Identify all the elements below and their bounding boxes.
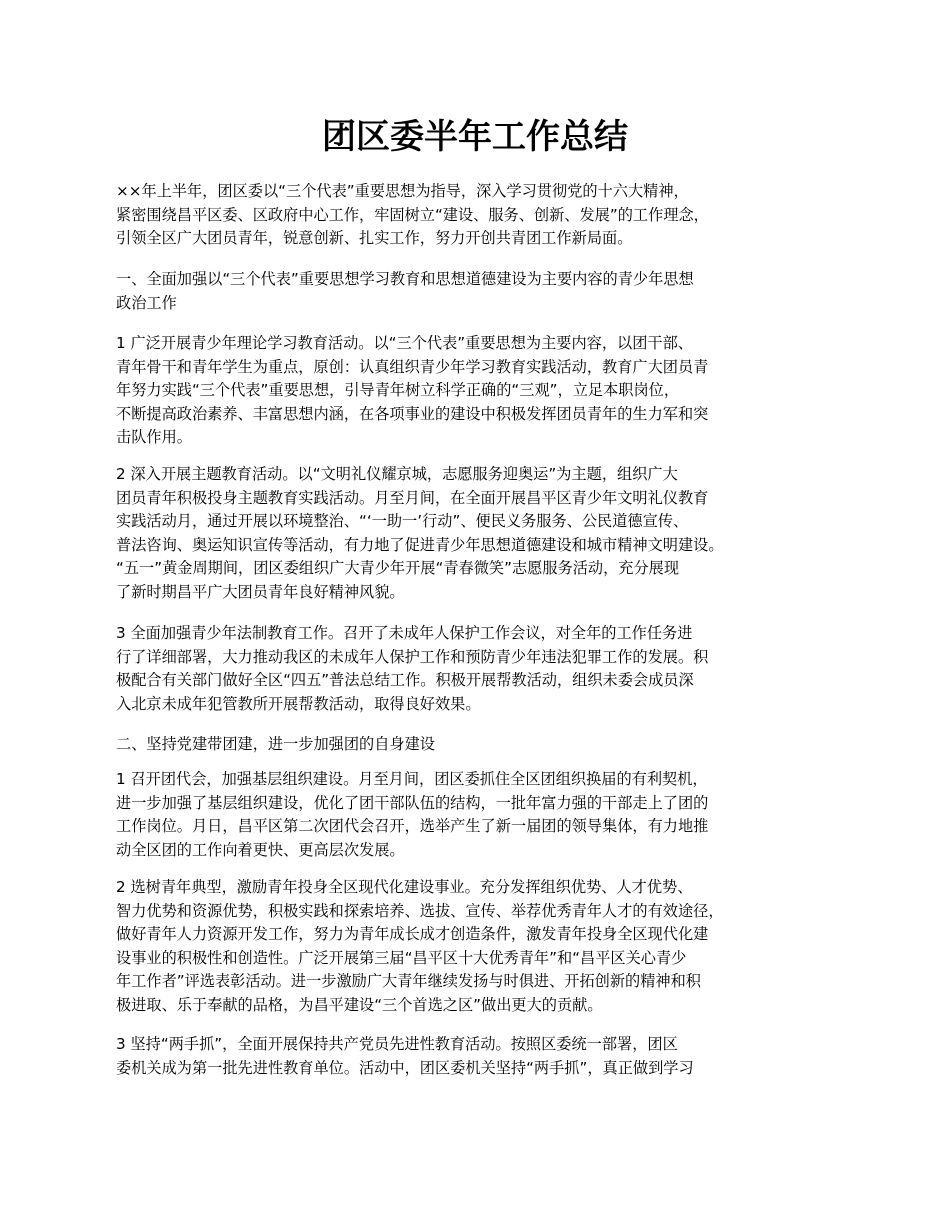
text-line: 1 广泛开展青少年理论学习教育活动。以“三个代表”重要思想为主要内容，以团干部、: [116, 334, 693, 352]
text-line: 二、坚持党建带团建，进一步加强团的自身建设: [116, 735, 435, 753]
text-line: 普法咨询、奥运知识宣传等活动，有力地了促进青少年思想道德建设和城市精神文明建设。: [116, 535, 724, 554]
text-line: 引领全区广大团员青年，锐意创新、扎实工作，努力开创共青团工作新局面。: [116, 229, 633, 248]
text-line: 行了详细部署，大力推动我区的未成年人保护工作和预防青少年违法犯罪工作的发展。积: [116, 647, 709, 666]
section-one-item-1: [116, 332, 856, 450]
section-two-item-1: [116, 768, 856, 862]
text-line: 进一步加强了基层组织建设，优化了团干部队伍的结构，一批年富力强的干部走上了团的: [116, 793, 709, 812]
text-line: 紧密围绕昌平区委、区政府中心工作，牢固树立“建设、服务、创新、发展”的工作理念，: [116, 205, 709, 224]
text-line: 3 坚持“两手抓”，全面开展保持共产党员先进性教育活动。按照区委统一部署，团区: [116, 1035, 678, 1053]
text-line: 3 全面加强青少年法制教育工作。召开了未成年人保护工作会议，对全年的工作任务进: [116, 624, 693, 642]
text-line: ××年上半年，团区委以“三个代表”重要思想为指导，深入学习贯彻党的十六大精神，: [116, 182, 689, 200]
text-line: 2 深入开展主题教育活动。以“文明礼仪耀京城，志愿服务迎奥运”为主题，组织广大: [116, 465, 678, 483]
section-two-heading: [116, 733, 856, 757]
intro-paragraph: [116, 180, 856, 251]
text-line: 动全区团的工作向着更快、更高层次发展。: [116, 840, 405, 859]
text-line: 委机关成为第一批先进性教育单位。活动中，团区委机关坚持“两手抓”，真正做到学习: [116, 1058, 694, 1077]
section-one-item-2: [116, 463, 856, 605]
text-line: 1 召开团代会，加强基层组织建设。月至月间，团区委抓住全区团组织换届的有利契机，: [116, 770, 708, 788]
text-line: 年工作者”评选表彰活动。进一步激励广大青年继续发扬与时俱进、开拓创新的精神和积: [116, 972, 701, 991]
text-line: 政治工作: [116, 293, 177, 312]
text-line: 团员青年积极投身主题教育实践活动。月至月间，在全面开展昌平区青少年文明礼仪教育: [116, 488, 709, 507]
text-line: 入北京未成年犯管教所开展帮教活动，取得良好效果。: [116, 694, 481, 713]
text-line: 年努力实践“三个代表”重要思想，引导青年树立科学正确的“三观”，立足本职岗位，: [116, 381, 680, 400]
section-one-heading: [116, 268, 856, 315]
document-title: 团区委半年工作总结: [322, 117, 628, 157]
text-line: 击队作用。: [116, 428, 192, 447]
text-line: 2 选树青年典型，激励青年投身全区现代化建设事业。充分发挥组织优势、人才优势、: [116, 878, 693, 896]
text-line: “五一”黄金周期间，团区委组织广大青少年开展“青春微笑”志愿服务活动，充分展现: [116, 559, 680, 578]
text-line: 极进取、乐于奉献的品格，为昌平建设“三个首选之区”做出更大的贡献。: [116, 995, 603, 1014]
text-line: 设事业的积极性和创造性。广泛开展第三届“昌平区十大优秀青年”和“昌平区关心青少: [116, 948, 687, 967]
section-two-item-2: [116, 876, 856, 1018]
section-two-item-3: [116, 1033, 856, 1080]
text-line: 极配合有关部门做好全区“四五”普法总结工作。积极开展帮教活动，组织未委会成员深: [116, 671, 694, 690]
text-line: 了新时期昌平广大团员青年良好精神风貌。: [116, 582, 405, 601]
text-line: 一、全面加强以“三个代表”重要思想学习教育和思想道德建设为主要内容的青少年思想: [116, 270, 694, 288]
text-line: 做好青年人力资源开发工作，努力为青年成长成才创造条件，激发青年投身全区现代化建: [116, 925, 709, 944]
text-line: 工作岗位。月日，昌平区第二次团代会召开，选举产生了新一届团的领导集体，有力地推: [116, 817, 709, 836]
section-one-item-3: [116, 622, 856, 716]
text-line: 智力优势和资源优势，积极实践和探索培养、选拔、宣传、举荐优秀青年人才的有效途径，: [116, 901, 724, 920]
text-line: 实践活动月，通过开展以环境整治、“‘一助一’行动”、便民义务服务、公民道德宣传、: [116, 512, 689, 531]
text-line: 青年骨干和青年学生为重点，原创：认真组织青少年学习教育实践活动，教育广大团员青: [116, 357, 709, 376]
text-line: 不断提高政治素养、丰富思想内涵，在各项事业的建设中积极发挥团员青年的生力军和突: [116, 404, 709, 423]
